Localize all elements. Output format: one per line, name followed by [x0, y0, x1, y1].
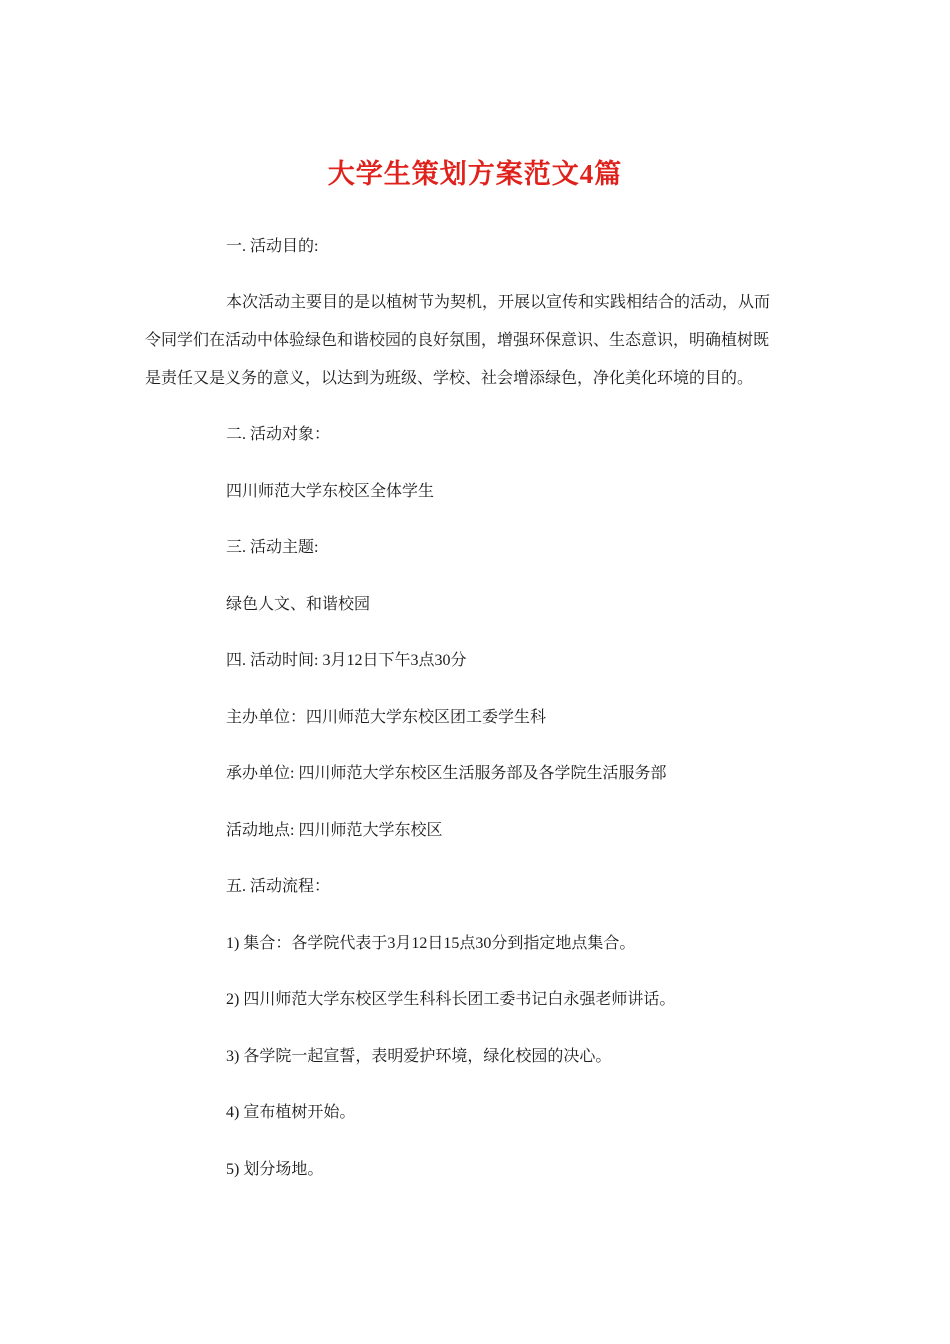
target-heading: 二. 活动对象：: [226, 426, 331, 443]
time-line: 四. 活动时间: 3月12日下午3点30分: [226, 652, 467, 669]
purpose-line-3: 是责任又是义务的意义，以达到为班级、学校、社会增添绿色，净化美化环境的目的。: [145, 370, 754, 387]
process-step-4: 4) 宣布植树开始。: [226, 1104, 356, 1121]
process-step-3: 3) 各学院一起宣誓，表明爱护环境，绿化校园的决心。: [226, 1048, 612, 1065]
purpose-heading: 一. 活动目的:: [226, 238, 319, 255]
target-text: 四川师范大学东校区全体学生: [226, 483, 435, 500]
process-step-2: 2) 四川师范大学东校区学生科科长团工委书记白永强老师讲话。: [226, 991, 676, 1008]
theme-text: 绿色人文、和谐校园: [226, 596, 371, 613]
process-step-1: 1) 集合：各学院代表于3月12日15点30分到指定地点集合。: [226, 935, 636, 952]
process-step-5: 5) 划分场地。: [226, 1161, 324, 1178]
host-line: 主办单位：四川师范大学东校区团工委学生科: [226, 709, 547, 726]
organizer-line: 承办单位: 四川师范大学东校区生活服务部及各学院生活服务部: [226, 765, 667, 782]
process-heading: 五. 活动流程：: [226, 878, 331, 895]
purpose-line-1: 本次活动主要目的是以植树节为契机，开展以宣传和实践相结合的活动，从而: [226, 294, 771, 311]
theme-heading: 三. 活动主题:: [226, 539, 319, 556]
document-title: 大学生策划方案范文4篇: [327, 159, 623, 189]
location-line: 活动地点: 四川师范大学东校区: [226, 822, 443, 839]
purpose-line-2: 令同学们在活动中体验绿色和谐校园的良好氛围，增强环保意识、生态意识，明确植树既: [145, 332, 770, 349]
